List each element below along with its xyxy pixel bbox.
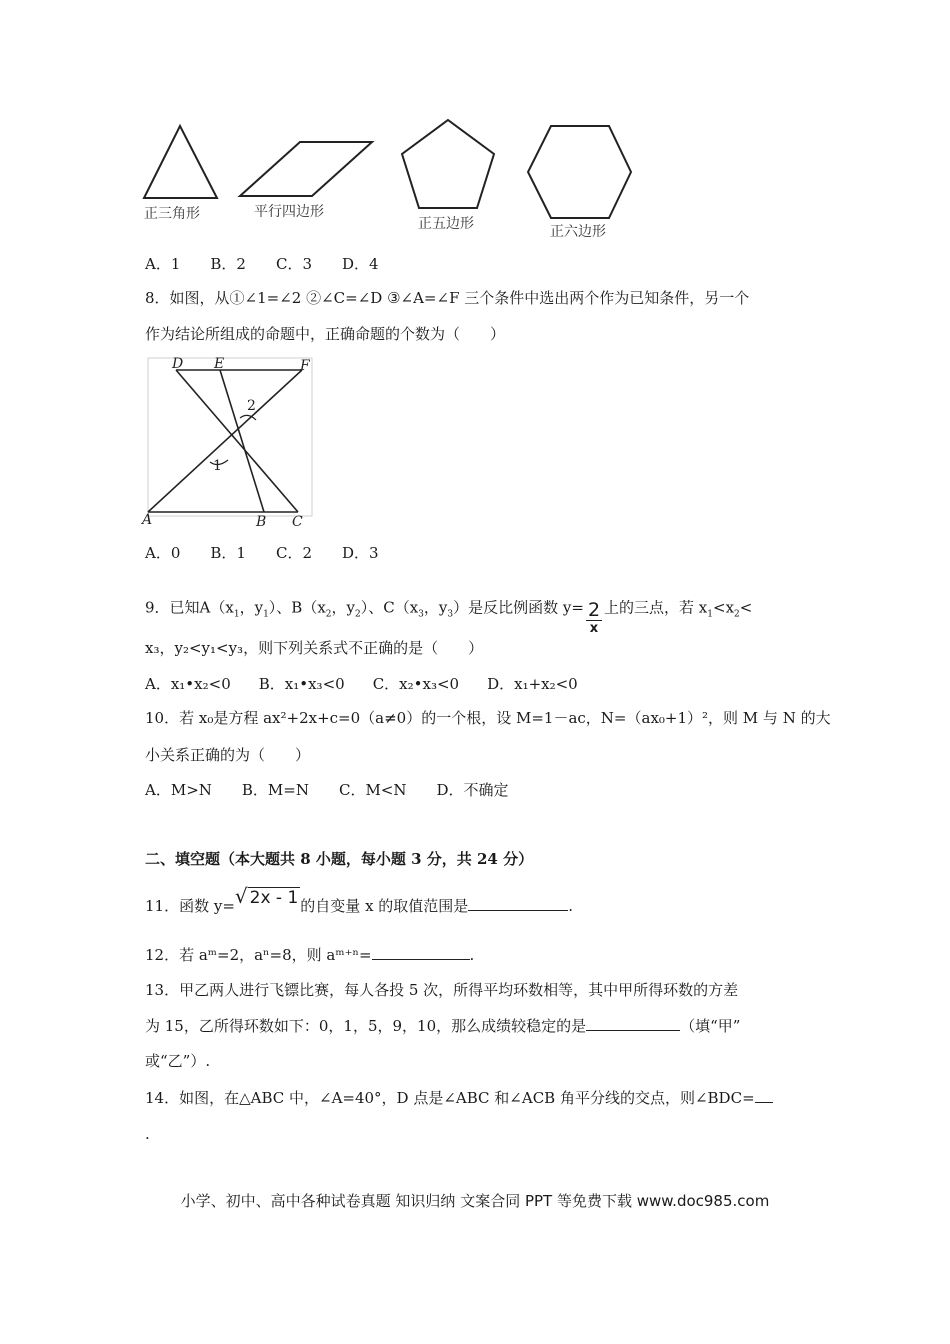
line-eb	[220, 370, 264, 512]
parallelogram-shape	[240, 142, 372, 196]
q7-option-c: C．3	[275, 255, 312, 273]
q8-option-a: A．0	[145, 544, 181, 562]
parallelogram-label: 平行四边形	[254, 204, 324, 220]
q8-geometry-figure	[140, 356, 320, 528]
q10-option-d: D．不确定	[436, 781, 509, 799]
q10-text-line2: 小关系正确的为（ ）	[145, 746, 311, 764]
polygon-shapes-figure	[140, 112, 640, 242]
q11-text: 11．函数 y=√ 2x - 1 的自变量 x 的取值范围是 .	[145, 884, 574, 915]
footer-text: 小学、初中、高中各种试卷真题 知识归纳 文案合同 PPT 等免费下载 www.doc985.com	[180, 1192, 770, 1210]
q8-option-b: B．1	[210, 544, 246, 562]
q9-text-line1: 9．已知$A(x_1$，$y_1$）、$B(x_2$，$y_2$）、$C(x_3$，$y_3$）是反比例函数 y= $\frac{2}{x}$ 上的三点，若 $x_1<x_2<$	[145, 598, 753, 636]
sqrt-expression: √ 2x - 1	[234, 884, 299, 908]
q10-option-c: C．M<N	[338, 781, 407, 799]
label-b: B	[256, 514, 267, 528]
q13-text-line1: 13．甲乙两人进行飞镖比赛，每人各投 5 次，所得平均环数相等，其中甲所得环数的方差	[145, 981, 739, 999]
section-2-title: 二、填空题（本大题共 8 小题，每小题 3 分，共 24 分）	[145, 850, 534, 868]
q12-answer-blank[interactable]	[372, 945, 470, 960]
q13-text-line3: 或“乙”）.	[145, 1052, 211, 1070]
q8-options	[145, 543, 379, 563]
q14-text: 14．如图，在△ABC 中，∠A=40°，D 点是∠ABC 和∠ACB 角平分线的交点，则∠BDC=	[145, 1088, 773, 1108]
q13-text-line2: 为 15，乙所得环数如下：0，1，5，9，10，那么成绩较稳定的是 （填“甲”	[145, 1017, 741, 1035]
label-angle-1: 1	[213, 458, 222, 474]
q9-option-b: B．x₁•x₃<0	[258, 675, 345, 693]
fraction-2-over-x: $\frac{2}{x}$	[587, 599, 601, 636]
regular-pentagon-shape	[402, 120, 494, 208]
label-c: C	[292, 514, 303, 528]
q7-options	[145, 254, 379, 274]
q7-option-b: B．2	[210, 255, 246, 273]
label-f: F	[300, 358, 310, 374]
q8-text-line2: 作为结论所组成的命题中，正确命题的个数为（ ）	[145, 325, 506, 343]
q11-answer-blank[interactable]	[468, 896, 568, 911]
label-angle-2: 2	[247, 398, 256, 414]
q8-text-line1: 8．如图，从①∠1=∠2 ②∠C=∠D ③∠A=∠F 三个条件中选出两个作为已知条件，另一个	[145, 289, 750, 307]
label-e: E	[214, 356, 225, 372]
q10-text-line1: 10．若 x₀是方程 ax²+2x+c=0（a≠0）的一个根，设 M=1－ac，N=（ax₀+1）²，则 M 与 N 的大	[145, 709, 831, 727]
q10-options	[145, 780, 509, 800]
label-d: D	[172, 356, 184, 372]
equilateral-triangle-shape	[144, 126, 217, 198]
q9-option-c: C．x₂•x₃<0	[372, 675, 460, 693]
pentagon-label: 正五边形	[418, 216, 474, 232]
q12-text: 12．若 aᵐ=2，aⁿ=8，则 aᵐ⁺ⁿ= .	[145, 946, 475, 964]
regular-hexagon-shape	[528, 126, 631, 218]
q8-option-c: C．2	[275, 544, 312, 562]
q7-option-a: A．1	[145, 255, 181, 273]
q13-answer-blank[interactable]	[586, 1016, 680, 1031]
q9-option-a: A．x₁•x₂<0	[145, 675, 231, 693]
hexagon-label: 正六边形	[550, 224, 606, 240]
q7-option-d: D．4	[342, 255, 379, 273]
q10-option-b: B．M=N	[241, 781, 309, 799]
q9-options	[145, 674, 578, 694]
q9-text-line2: x₃，y₂<y₁<y₃，则下列关系式不正确的是（ ）	[145, 639, 484, 657]
q9-option-d: D．x₁+x₂<0	[487, 675, 578, 693]
label-a: A	[142, 512, 153, 528]
q14-answer-blank[interactable]	[755, 1088, 773, 1103]
q10-option-a: A．M>N	[145, 781, 212, 799]
q14-text-line2: .	[145, 1125, 150, 1143]
q8-option-d: D．3	[342, 544, 379, 562]
triangle-label: 正三角形	[144, 206, 200, 222]
